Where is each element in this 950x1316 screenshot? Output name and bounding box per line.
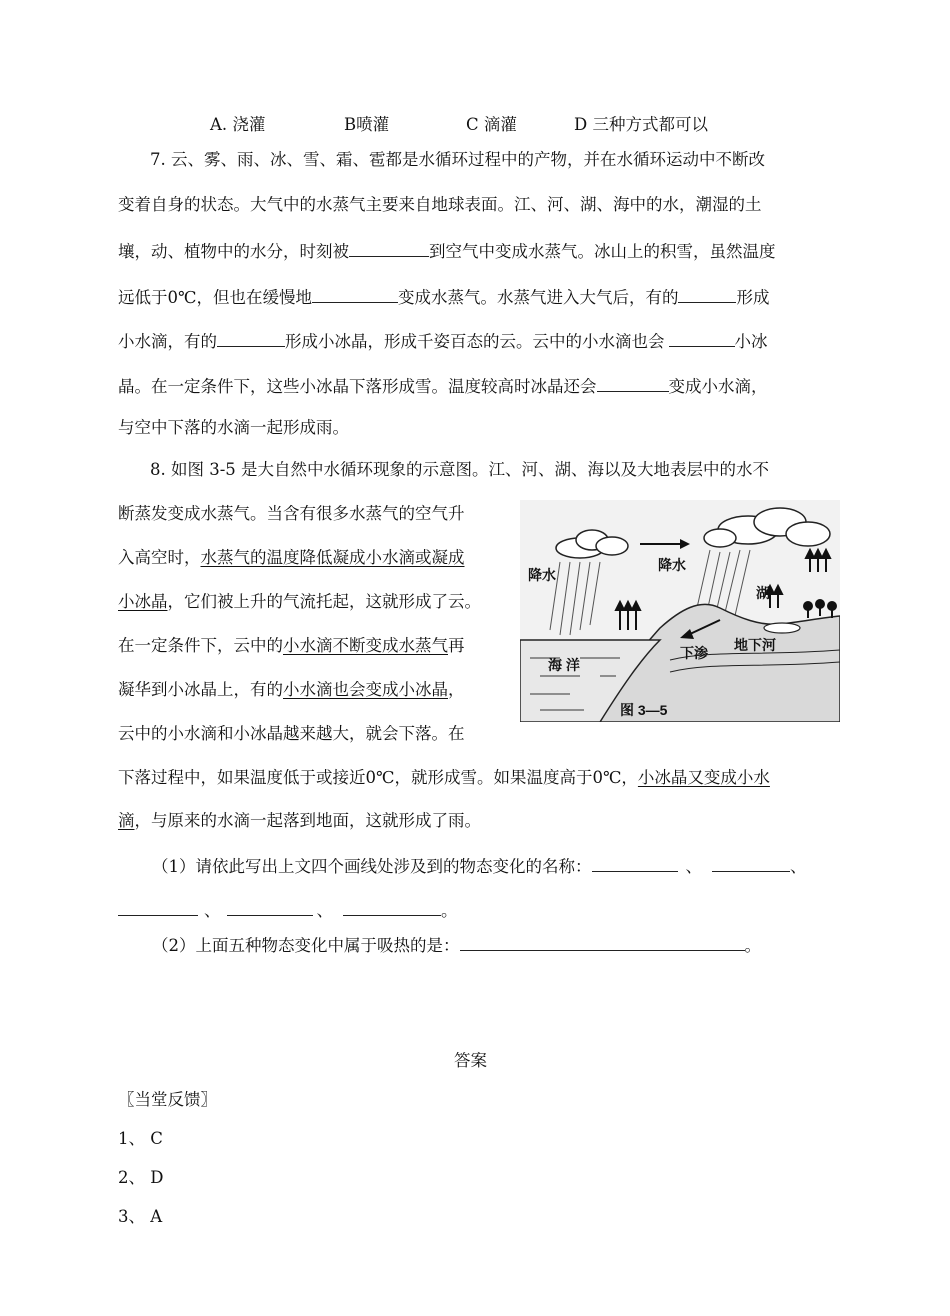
q8-line-3: 入高空时，水蒸气的温度降低凝成小水滴或凝成	[118, 548, 465, 567]
underlined-phrase: 小冰晶又变成小水	[637, 768, 770, 787]
q8-line-6: 凝华到小冰晶上，有的小水滴也会变成小冰晶，	[118, 680, 465, 699]
q7-line-1: 7. 云、雾、雨、冰、雪、霜、雹都是水循环过程中的产物，并在水循环运动中不断改	[150, 150, 765, 169]
option-c: C 滴灌	[466, 115, 517, 134]
option-d: D 三种方式都可以	[574, 115, 708, 134]
label-lake: 湖	[756, 585, 770, 601]
fill-blank[interactable]	[312, 286, 398, 303]
q8-line-9: 滴，与原来的水滴一起落到地面，这就形成了雨。	[118, 811, 481, 830]
q7-line-6: 晶。在一定条件下，这些小冰晶下落形成雪。温度较高时冰晶还会 变成小水滴，	[118, 377, 768, 396]
water-cycle-figure	[520, 500, 840, 722]
label-rain-right: 降水	[658, 557, 686, 573]
label-ocean: 海 洋	[548, 657, 580, 673]
fill-blank[interactable]	[118, 899, 198, 916]
answer-item: 2、 D	[118, 1168, 164, 1187]
underlined-phrase: 小水滴也会变成小冰晶	[283, 680, 448, 699]
answers-title: 答案	[454, 1051, 487, 1070]
q8-sub-2: （2）上面五种物态变化中属于吸热的是： 。	[152, 936, 761, 955]
q7-line-2: 变着自身的状态。大气中的水蒸气主要来自地球表面。江、河、湖、海中的水，潮湿的土	[118, 195, 762, 214]
answers-section: 〖当堂反馈〗	[118, 1090, 217, 1109]
answer-item: 1、 C	[118, 1129, 163, 1148]
underlined-phrase: 滴	[118, 811, 135, 830]
lake-icon	[764, 623, 800, 633]
underlined-phrase: 小冰晶	[118, 592, 168, 611]
fill-blank[interactable]	[712, 855, 790, 872]
q8-line-4: 小冰晶，它们被上升的气流托起，这就形成了云。	[118, 592, 481, 611]
figure-caption: 图 3—5	[620, 702, 668, 718]
option-a: A. 浇灌	[210, 115, 266, 134]
trees-icon	[803, 599, 837, 618]
q8-line-2: 断蒸发变成水蒸气。当含有很多水蒸气的空气升	[118, 504, 465, 523]
label-underground-river: 地下河	[734, 637, 776, 653]
q8-sub-1-cont: 、 、 。	[118, 899, 458, 921]
q8-line-8: 下落过程中，如果温度低于或接近0℃，就形成雪。如果温度高于0℃，小冰晶又变成小水	[118, 768, 770, 787]
label-rain-left: 降水	[528, 567, 556, 583]
q8-line-7: 云中的小水滴和小冰晶越来越大，就会下落。在	[118, 724, 465, 743]
underlined-phrase: 水蒸气的温度降低凝成小水滴或凝成	[200, 548, 465, 567]
fill-blank[interactable]	[349, 240, 429, 257]
fill-blank[interactable]	[227, 899, 313, 916]
q7-line-4: 远低于0℃，但也在缓慢地 变成水蒸气。水蒸气进入大气后，有的 形成	[118, 288, 770, 307]
fill-blank[interactable]	[217, 330, 285, 347]
fill-blank[interactable]	[343, 899, 441, 916]
option-b: B喷灌	[344, 115, 390, 134]
q7-line-7: 与空中下落的水滴一起形成雨。	[118, 418, 349, 437]
fill-blank[interactable]	[460, 934, 745, 951]
q7-line-3: 壤，动、植物中的水分，时刻被 到空气中变成水蒸气。冰山上的积雪，虽然温度	[118, 242, 776, 261]
q8-sub-1: （1）请依此写出上文四个画线处涉及到的物态变化的名称： 、 、	[152, 857, 807, 876]
fill-blank[interactable]	[678, 286, 736, 303]
q7-line-5: 小水滴，有的 形成小冰晶，形成千姿百态的云。云中的小水滴也会 小冰	[118, 332, 768, 351]
q8-line-5: 在一定条件下，云中的小水滴不断变成水蒸气再	[118, 636, 465, 655]
answer-item: 3、 A	[118, 1207, 163, 1226]
fill-blank[interactable]	[669, 330, 735, 347]
fill-blank[interactable]	[592, 855, 678, 872]
underlined-phrase: 小水滴不断变成水蒸气	[283, 636, 448, 655]
q8-line-1: 8. 如图 3-5 是大自然中水循环现象的示意图。江、河、湖、海以及大地表层中的水不	[150, 460, 770, 479]
label-seep: 下渗	[680, 645, 708, 661]
fill-blank[interactable]	[597, 375, 669, 392]
